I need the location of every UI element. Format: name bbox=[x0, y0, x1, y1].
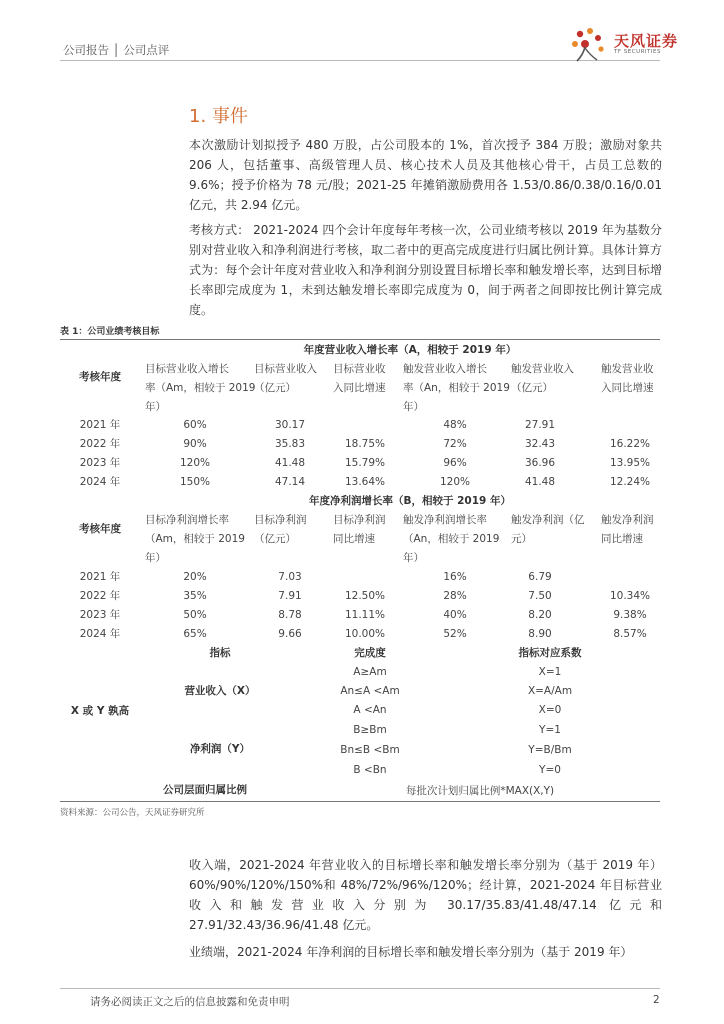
paragraph-profit: 业绩端，2021-2024 年净利润的目标增长率和触发增长率分别为（基于 2019 年） bbox=[189, 945, 633, 959]
profit-col2-header: 目标净利润 （亿元） bbox=[254, 514, 307, 545]
revenue-col6-header: 触发营业收 入同比增速 bbox=[601, 363, 654, 394]
revenue-col3-header: 目标营业收 入同比增速 bbox=[333, 363, 386, 394]
footer-divider bbox=[60, 988, 660, 989]
revenue-year-header: 考核年度 bbox=[79, 371, 121, 383]
table-bottom-rule bbox=[60, 801, 660, 802]
flower-logo-icon bbox=[568, 27, 610, 63]
profit-year-header: 考核年度 bbox=[79, 523, 121, 535]
company-logo bbox=[568, 27, 678, 63]
revenue-col2-header: 目标营业收入 （亿元） bbox=[254, 363, 317, 394]
coef-profit-label: 净利润（Y） bbox=[189, 743, 251, 755]
table-title: 表 1：公司业绩考核目标 bbox=[60, 327, 160, 337]
profit-col4-header: 触发净利润增长率 （An，相较于 2019 年） bbox=[403, 514, 500, 564]
table-top-rule bbox=[60, 339, 660, 340]
profit-col1-header: 目标净利润增长率 （Am，相较于 2019 年） bbox=[145, 514, 245, 564]
profit-col5-header: 触发净利润（亿 元） bbox=[511, 514, 585, 545]
logo-cn-text: 天风证券 bbox=[614, 32, 679, 50]
logo-en-text: TF SECURITIES bbox=[614, 49, 661, 55]
coef-last-label: 公司层面归属比例 bbox=[163, 784, 247, 796]
revenue-col5-header: 触发营业收入 （亿元） bbox=[511, 363, 574, 394]
coef-completion-header: 完成度 bbox=[354, 647, 386, 659]
section-title: 1. 事件 bbox=[189, 106, 248, 127]
paragraph-event: 本次激励计划拟授予 480 万股，占公司股本的 1%，首次授予 384 万股；激励对象共 206 人，包括董事、高级管理人员、核心技术人员及其他核心骨干，占员工总数的 9.6%；授予价格为 78 元/股；2021-25 年摊销激励费用各 1.53/0.86/0.38/0.16/0.01 亿元，共 2.94 亿元。 bbox=[189, 138, 662, 212]
profit-group-header: 年度净利润增长率（B，相较于 2019 年） bbox=[308, 495, 512, 507]
footer-disclaimer: 请务必阅读正文之后的信息披露和免责申明 bbox=[90, 996, 290, 1008]
revenue-col4-header: 触发营业收入增长 率（An，相较于 2019 年） bbox=[403, 363, 510, 413]
paragraph-revenue: 收入端，2021-2024 年营业收入的目标增长率和触发增长率分别为（基于 2019 年）60%/90%/120%/150%和 48%/72%/96%/120%；经计算，2021-2024 年目标营业收入和触发营业收入分别为 30.17/35.83/41.48/47.14 亿元和 27.91/32.43/36.96/41.48 亿元。 bbox=[189, 858, 662, 932]
paragraph-assessment: 考核方式： 2021-2024 四个会计年度每年考核一次，公司业绩考核以 2019 年为基数分别对营业收入和净利润进行考核，取二者中的更高完成度进行归属比例计算。具体计算方式为：每个会计年度对营业收入和净利润分别设置目标增长率和触发增长率，达到目标增长率即完成度为 1，未到达触发增长率即完成度为 0，间于两者之间即按比例计算完成度。 bbox=[189, 223, 662, 317]
profit-col3-header: 目标净利润 同比增速 bbox=[333, 514, 386, 545]
page-number: 2 bbox=[653, 994, 660, 1006]
coef-metric-header: 指标 bbox=[209, 647, 231, 659]
coef-last-value: 每批次计划归属比例*MAX(X,Y) bbox=[405, 785, 555, 797]
header-breadcrumb: 公司报告 │ 公司点评 bbox=[63, 43, 170, 57]
profit-col6-header: 触发净利润 同比增速 bbox=[601, 514, 654, 545]
coef-row-label: X 或 Y 孰高 bbox=[70, 705, 130, 717]
revenue-col1-header: 目标营业收入增长 率（Am，相较于 2019 年） bbox=[145, 363, 256, 413]
revenue-group-header: 年度营业收入增长率（A，相较于 2019 年） bbox=[303, 344, 517, 356]
table-source: 资料来源：公司公告，天风证券研究所 bbox=[60, 808, 205, 818]
coef-factor-header: 指标对应系数 bbox=[518, 647, 582, 659]
coef-revenue-label: 营业收入（X） bbox=[184, 685, 256, 697]
